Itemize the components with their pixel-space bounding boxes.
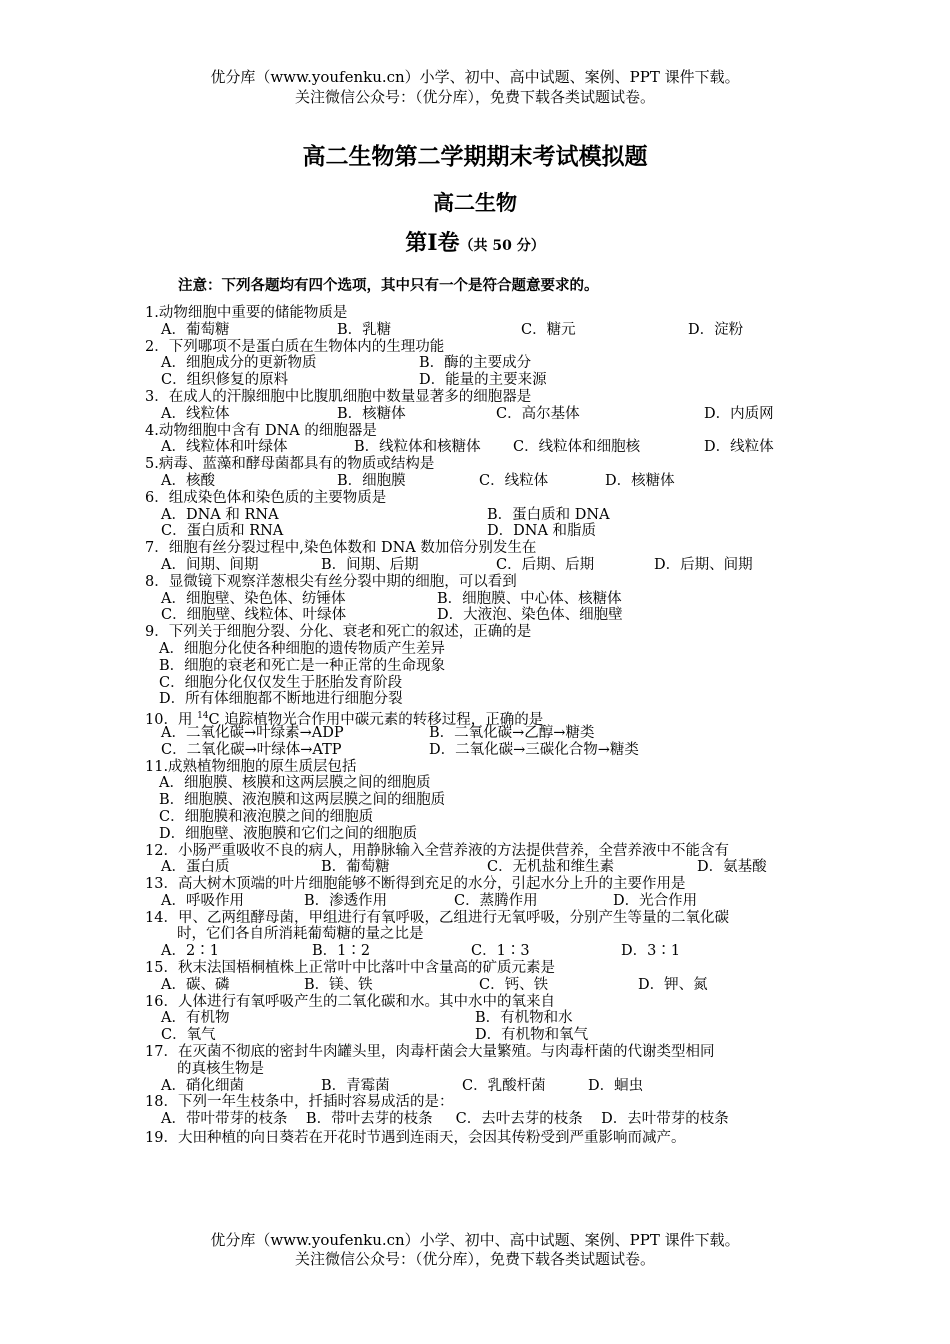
- option: D．内质网: [704, 405, 774, 422]
- option: B．蛋白质和 DNA: [487, 506, 610, 523]
- option: C．细胞膜和液泡膜之间的细胞质: [159, 808, 374, 825]
- question-8-options-row2: [145, 607, 813, 624]
- question-17-stem-cont: 的真核生物是: [177, 1060, 264, 1077]
- option: D．DNA 和脂质: [487, 523, 597, 540]
- question-2-options-row2: [145, 372, 813, 389]
- option: C．蒸腾作用: [454, 892, 538, 909]
- option: A．细胞膜、核膜和这两层膜之间的细胞质: [159, 775, 431, 792]
- question-16-options-row1: [145, 1010, 813, 1027]
- option: D．所有体细胞都不断地进行细胞分裂: [159, 691, 403, 708]
- question-16-options-row2: [145, 1027, 813, 1044]
- question-15-options: [145, 977, 813, 994]
- option: B．核糖体: [337, 405, 406, 422]
- question-12-stem: 12．小肠严重吸收不良的病人，用静脉输入全营养液的方法提供营养，全营养液中不能含有: [145, 842, 729, 859]
- option: B．葡萄糖: [321, 859, 390, 876]
- question-14-stem: 14．甲、乙两组酵母菌，甲组进行有氧呼吸，乙组进行无氧呼吸，分别产生等量的二氧化碳: [145, 909, 729, 926]
- question-10-stem-post: C 追踪植物光合作用中碳元素的转移过程，正确的是: [208, 711, 544, 728]
- option: C．去叶去芽的枝条: [455, 1111, 583, 1128]
- option: A．蛋白质: [161, 859, 230, 876]
- option: C．钙、铁: [479, 976, 549, 993]
- option: C．无机盐和维生素: [487, 859, 615, 876]
- option: B．带叶去芽的枝条: [305, 1111, 433, 1128]
- question-10-stem-pre: 10．用: [145, 711, 198, 728]
- section-label: 第Ⅰ卷: [405, 230, 460, 256]
- footer-line-2: 关注微信公众号：（优分库），免费下载各类试题试卷。: [294, 1250, 655, 1268]
- option: B．镁、铁: [304, 976, 373, 993]
- question-6-options-row1: [145, 507, 813, 524]
- question-5-stem: 5.病毒、蓝藻和酵母菌都具有的物质或结构是: [145, 456, 435, 473]
- question-7-options: [145, 557, 813, 574]
- option: A．硝化细菌: [161, 1077, 244, 1094]
- question-14-options: [145, 943, 813, 960]
- instructions: 注意：下列各题均有四个选项，其中只有一个是符合题意要求的。: [178, 278, 599, 294]
- option: D．二氧化碳→三碳化合物→糖类: [429, 741, 639, 758]
- header-line-1: 优分库（www.youfenku.cn）小学、初中、高中试题、案例、PPT 课件下载。: [210, 68, 740, 86]
- option: A．葡萄糖: [161, 321, 230, 338]
- question-4-options: [145, 439, 813, 456]
- question-19-stem: 19．大田种植的向日葵若在开花时节遇到连雨天，会因其传粉受到严重影响而减产。: [145, 1130, 686, 1147]
- option: D．核糖体: [605, 472, 675, 489]
- option: A．细胞分化使各种细胞的遗传物质产生差异: [159, 640, 445, 657]
- question-16-stem: 16．人体进行有氧呼吸产生的二氧化碳和水。其中水中的氧来自: [145, 993, 555, 1010]
- option: A．线粒体: [161, 405, 230, 422]
- question-17-options: [145, 1078, 813, 1095]
- option: A．二氧化碳→叶绿素→ADP: [161, 724, 344, 741]
- question-8-options-row1: [145, 591, 813, 608]
- question-1-options: [145, 322, 813, 339]
- option: B．乳糖: [337, 321, 392, 338]
- question-18-options: [145, 1111, 813, 1128]
- question-8-stem: 8．显微镜下观察洋葱根尖有丝分裂中期的细胞，可以看到: [145, 573, 517, 590]
- question-13-stem: 13．高大树木顶端的叶片细胞能够不断得到充足的水分，引起水分上升的主要作用是: [145, 876, 686, 893]
- question-15-stem: 15．秋末法国梧桐植株上正常叶中比落叶中含量高的矿质元素是: [145, 960, 555, 977]
- header-line-2: 关注微信公众号：（优分库），免费下载各类试题试卷。: [294, 88, 655, 106]
- question-18-stem: 18．下列一年生枝条中，扦插时容易成活的是：: [145, 1094, 454, 1111]
- option: D．能量的主要来源: [419, 372, 547, 389]
- option: B．间期、后期: [321, 556, 419, 573]
- option: B．细胞膜、中心体、核糖体: [437, 590, 622, 607]
- option: B．酶的主要成分: [419, 355, 532, 372]
- option: A．细胞成分的更新物质: [161, 355, 317, 372]
- question-12-options: [145, 859, 813, 876]
- option: A．带叶带芽的枝条: [161, 1111, 288, 1128]
- option: B．青霉菌: [321, 1077, 390, 1094]
- question-10-stem: [145, 708, 813, 728]
- option: C．组织修复的原料: [161, 372, 289, 389]
- question-2-stem: 2．下列哪项不是蛋白质在生物体内的生理功能: [145, 338, 445, 355]
- page-subtitle: 高二生物: [433, 191, 517, 215]
- question-10-superscript: 14: [197, 711, 209, 722]
- option: D．淀粉: [688, 321, 744, 338]
- question-13-options: [145, 893, 813, 910]
- option: C．高尔基体: [496, 405, 580, 422]
- option: C．线粒体: [479, 472, 549, 489]
- question-10-options-row1: [145, 725, 813, 742]
- option: D．线粒体: [704, 439, 774, 456]
- option: A．呼吸作用: [161, 892, 244, 909]
- option: A．线粒体和叶绿体: [161, 439, 288, 456]
- question-7-stem: 7．细胞有丝分裂过程中,染色体数和 DNA 数加倍分别发生在: [145, 540, 537, 557]
- option: C．细胞分化仅仅发生于胚胎发育阶段: [159, 674, 403, 691]
- footer-line-1: 优分库（www.youfenku.cn）小学、初中、高中试题、案例、PPT 课件下载。: [210, 1231, 740, 1249]
- option: D．钾、氮: [638, 976, 708, 993]
- question-10-options-row2: [145, 742, 813, 759]
- option: A．2∶1: [161, 943, 219, 960]
- question-3-options: [145, 406, 813, 423]
- option: C．1∶3: [471, 943, 530, 960]
- option: C．二氧化碳→叶绿体→ATP: [161, 741, 342, 758]
- question-4-stem: 4.动物细胞中含有 DNA 的细胞器是: [145, 422, 377, 439]
- option: B．细胞膜: [337, 472, 406, 489]
- option: D．3∶1: [621, 943, 681, 960]
- option: D．蛔虫: [588, 1077, 644, 1094]
- question-list: [145, 305, 813, 1147]
- option: C．糖元: [521, 321, 576, 338]
- option: A．DNA 和 RNA: [161, 506, 279, 523]
- option: B．二氧化碳→乙醇→糖类: [429, 724, 595, 741]
- option: B．1∶2: [312, 943, 371, 960]
- option: D．有机物和氧气: [475, 1027, 589, 1044]
- question-2-options-row1: [145, 355, 813, 372]
- option: B．线粒体和核糖体: [354, 439, 481, 456]
- question-3-stem: 3．在成人的汗腺细胞中比腹肌细胞中数量显著多的细胞器是: [145, 388, 532, 405]
- option: A．有机物: [161, 1010, 230, 1027]
- option: D．细胞壁、液胞膜和它们之间的细胞质: [159, 825, 418, 842]
- question-1-stem: 1.动物细胞中重要的储能物质是: [145, 305, 348, 321]
- question-14-stem-cont: 时，它们各自所消耗葡萄糖的量之比是: [177, 926, 424, 943]
- option: D．去叶带芽的枝条: [601, 1111, 729, 1128]
- section-heading: [0, 226, 950, 257]
- option: A．细胞壁、染色体、纺锤体: [161, 590, 346, 607]
- section-note: （共 50 分）: [459, 238, 545, 254]
- option: B．渗透作用: [304, 892, 388, 909]
- option: A．间期、间期: [161, 556, 259, 573]
- option: D．光合作用: [613, 892, 698, 909]
- option: D．大液泡、染色体、细胞壁: [437, 607, 623, 624]
- question-6-options-row2: [145, 523, 813, 540]
- option: C．氧气: [161, 1027, 216, 1044]
- option: C．乳酸杆菌: [462, 1077, 546, 1094]
- option: D．氨基酸: [697, 859, 767, 876]
- option: B．有机物和水: [475, 1010, 573, 1027]
- option: C．后期、后期: [496, 556, 595, 573]
- option: C．细胞壁、线粒体、叶绿体: [161, 607, 347, 624]
- page-title: 高二生物第二学期期末考试模拟题: [302, 144, 648, 170]
- option: B．细胞膜、液泡膜和这两层膜之间的细胞质: [159, 792, 446, 809]
- question-5-options: [145, 473, 813, 490]
- option: C．蛋白质和 RNA: [161, 523, 284, 540]
- option: A．核酸: [161, 472, 215, 489]
- option: B．细胞的衰老和死亡是一种正常的生命现象: [159, 657, 446, 674]
- question-6-stem: 6．组成染色体和染色质的主要物质是: [145, 489, 387, 506]
- question-11-stem: 11.成熟植物细胞的原生质层包括: [145, 758, 357, 775]
- option: A．碳、磷: [161, 976, 230, 993]
- question-17-stem: 17．在灭菌不彻底的密封牛肉罐头里，肉毒杆菌会大量繁殖。与肉毒杆菌的代谢类型相同: [145, 1044, 715, 1061]
- question-9-stem: 9．下列关于细胞分裂、分化、衰老和死亡的叙述，正确的是: [145, 624, 532, 641]
- option: C．线粒体和细胞核: [513, 439, 641, 456]
- option: D．后期、间期: [654, 556, 753, 573]
